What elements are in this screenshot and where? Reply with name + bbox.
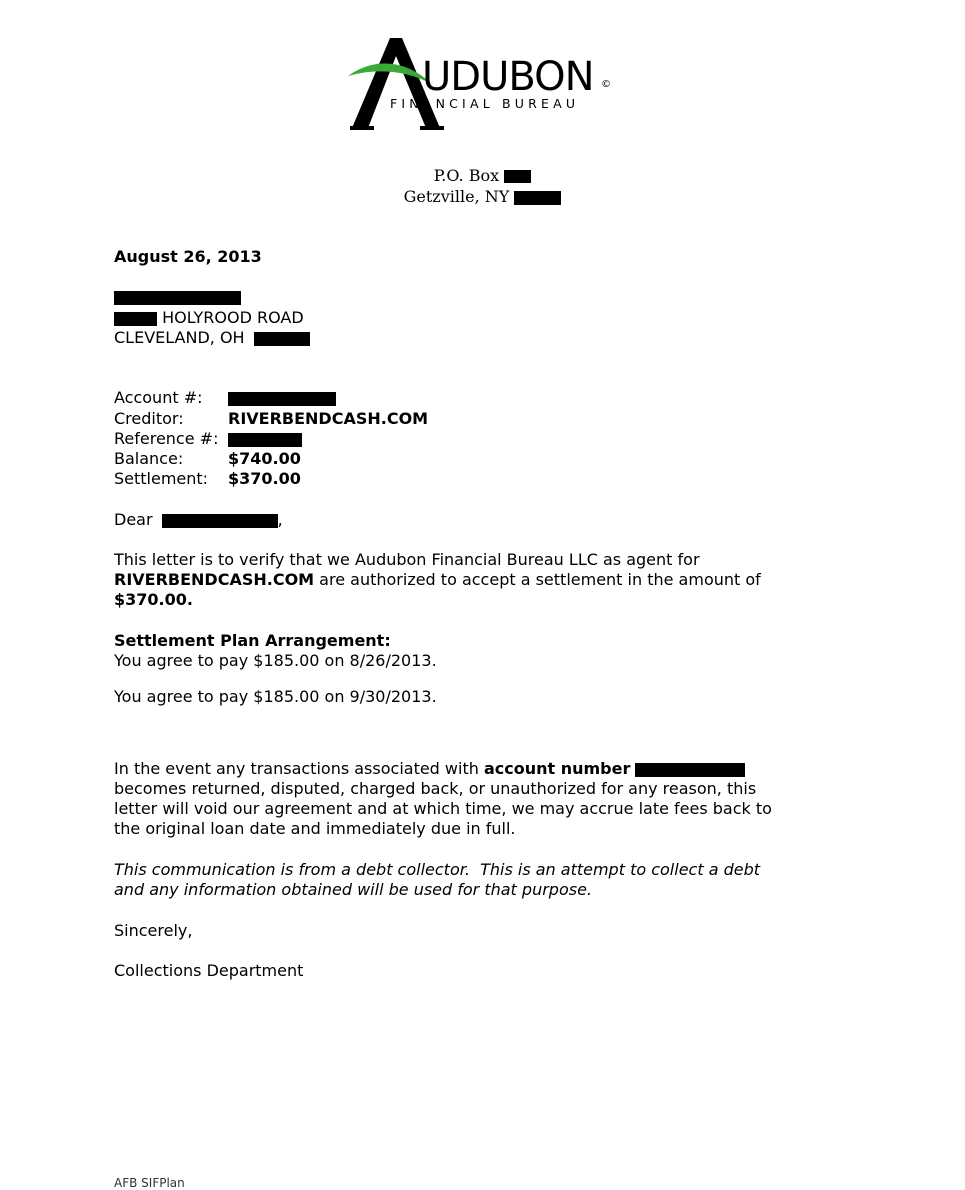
event-line-2: becomes returned, disputed, charged back, or unauthorized for any reason, this [114,779,757,798]
sender-city-state: Getzville, NY [403,187,510,206]
logo-wordmark: UDUBON [422,54,594,100]
creditor-value: RIVERBENDCASH.COM [228,409,429,428]
event-line-4: the original loan date and immediately due in full. [114,819,516,838]
plan-heading: Settlement Plan Arrangement: [114,631,391,650]
redaction-event-account [635,763,745,777]
recipient-city [114,328,310,348]
audubon-logo [340,32,630,136]
redaction-street-number [114,312,157,326]
event-line-1 [114,759,854,779]
footer-code: AFB SIFPlan [114,1176,185,1190]
recipient-name [114,287,241,307]
reference-value [228,429,302,449]
sender-po-box [0,165,965,186]
settlement-label: Settlement: [114,469,209,488]
intro-amount: $370.00. [114,590,193,609]
closing: Sincerely, [114,921,193,940]
logo-tagline: FINANCIAL BUREAU [390,96,580,111]
balance-value: $740.00 [228,449,301,468]
redaction-salutation-name [162,514,278,528]
settlement-value: $370.00 [228,469,301,488]
po-box-label: P.O. Box [433,166,500,185]
salutation [114,510,283,530]
redaction-recipient-name [114,291,241,305]
event-account-number-label: account number [483,759,631,778]
disclaimer [114,860,854,900]
logo-copyright: © [601,79,611,90]
payment-1: You agree to pay $185.00 on 8/26/2013. [114,651,437,670]
redaction-account-number [228,392,336,406]
disclaimer-line-2: and any information obtained will be used for that purpose. [114,880,592,899]
reference-label: Reference #: [114,429,219,448]
intro-creditor: RIVERBENDCASH.COM [114,570,315,589]
logo-a-base-left [350,126,374,130]
payment-2: You agree to pay $185.00 on 9/30/2013. [114,687,437,706]
redaction-zip [514,191,561,205]
redaction-recipient-zip [254,332,310,346]
intro-paragraph [114,550,854,610]
sender-city [0,186,965,207]
intro-line-1: This letter is to verify that we Audubon Financial Bureau LLC as agent for [114,550,700,569]
recipient-city-text: CLEVELAND, OH [114,328,245,347]
logo-a-base-right [420,126,444,130]
creditor-label: Creditor: [114,409,184,428]
recipient-street-text: HOLYROOD ROAD [162,308,304,327]
account-label: Account #: [114,388,203,407]
event-line-1-text: In the event any transactions associated with [114,759,484,778]
recipient-street [114,308,304,328]
salutation-greeting: Dear [114,510,153,529]
balance-label: Balance: [114,449,184,468]
salutation-punct: , [277,510,283,529]
redaction-po-box [504,170,531,183]
intro-line-2 [114,570,854,590]
redaction-reference-number [228,433,302,447]
event-paragraph [114,759,854,839]
signature: Collections Department [114,961,304,980]
account-value [228,388,336,408]
logo-graphic [340,32,630,136]
disclaimer-line-1: This communication is from a debt collector. This is an attempt to collect a debt [114,860,761,879]
intro-line-2-text: are authorized to accept a settlement in the amount of [314,570,761,589]
event-line-3: letter will void our agreement and at which time, we may accrue late fees back to [114,799,772,818]
letter-date: August 26, 2013 [114,247,262,266]
